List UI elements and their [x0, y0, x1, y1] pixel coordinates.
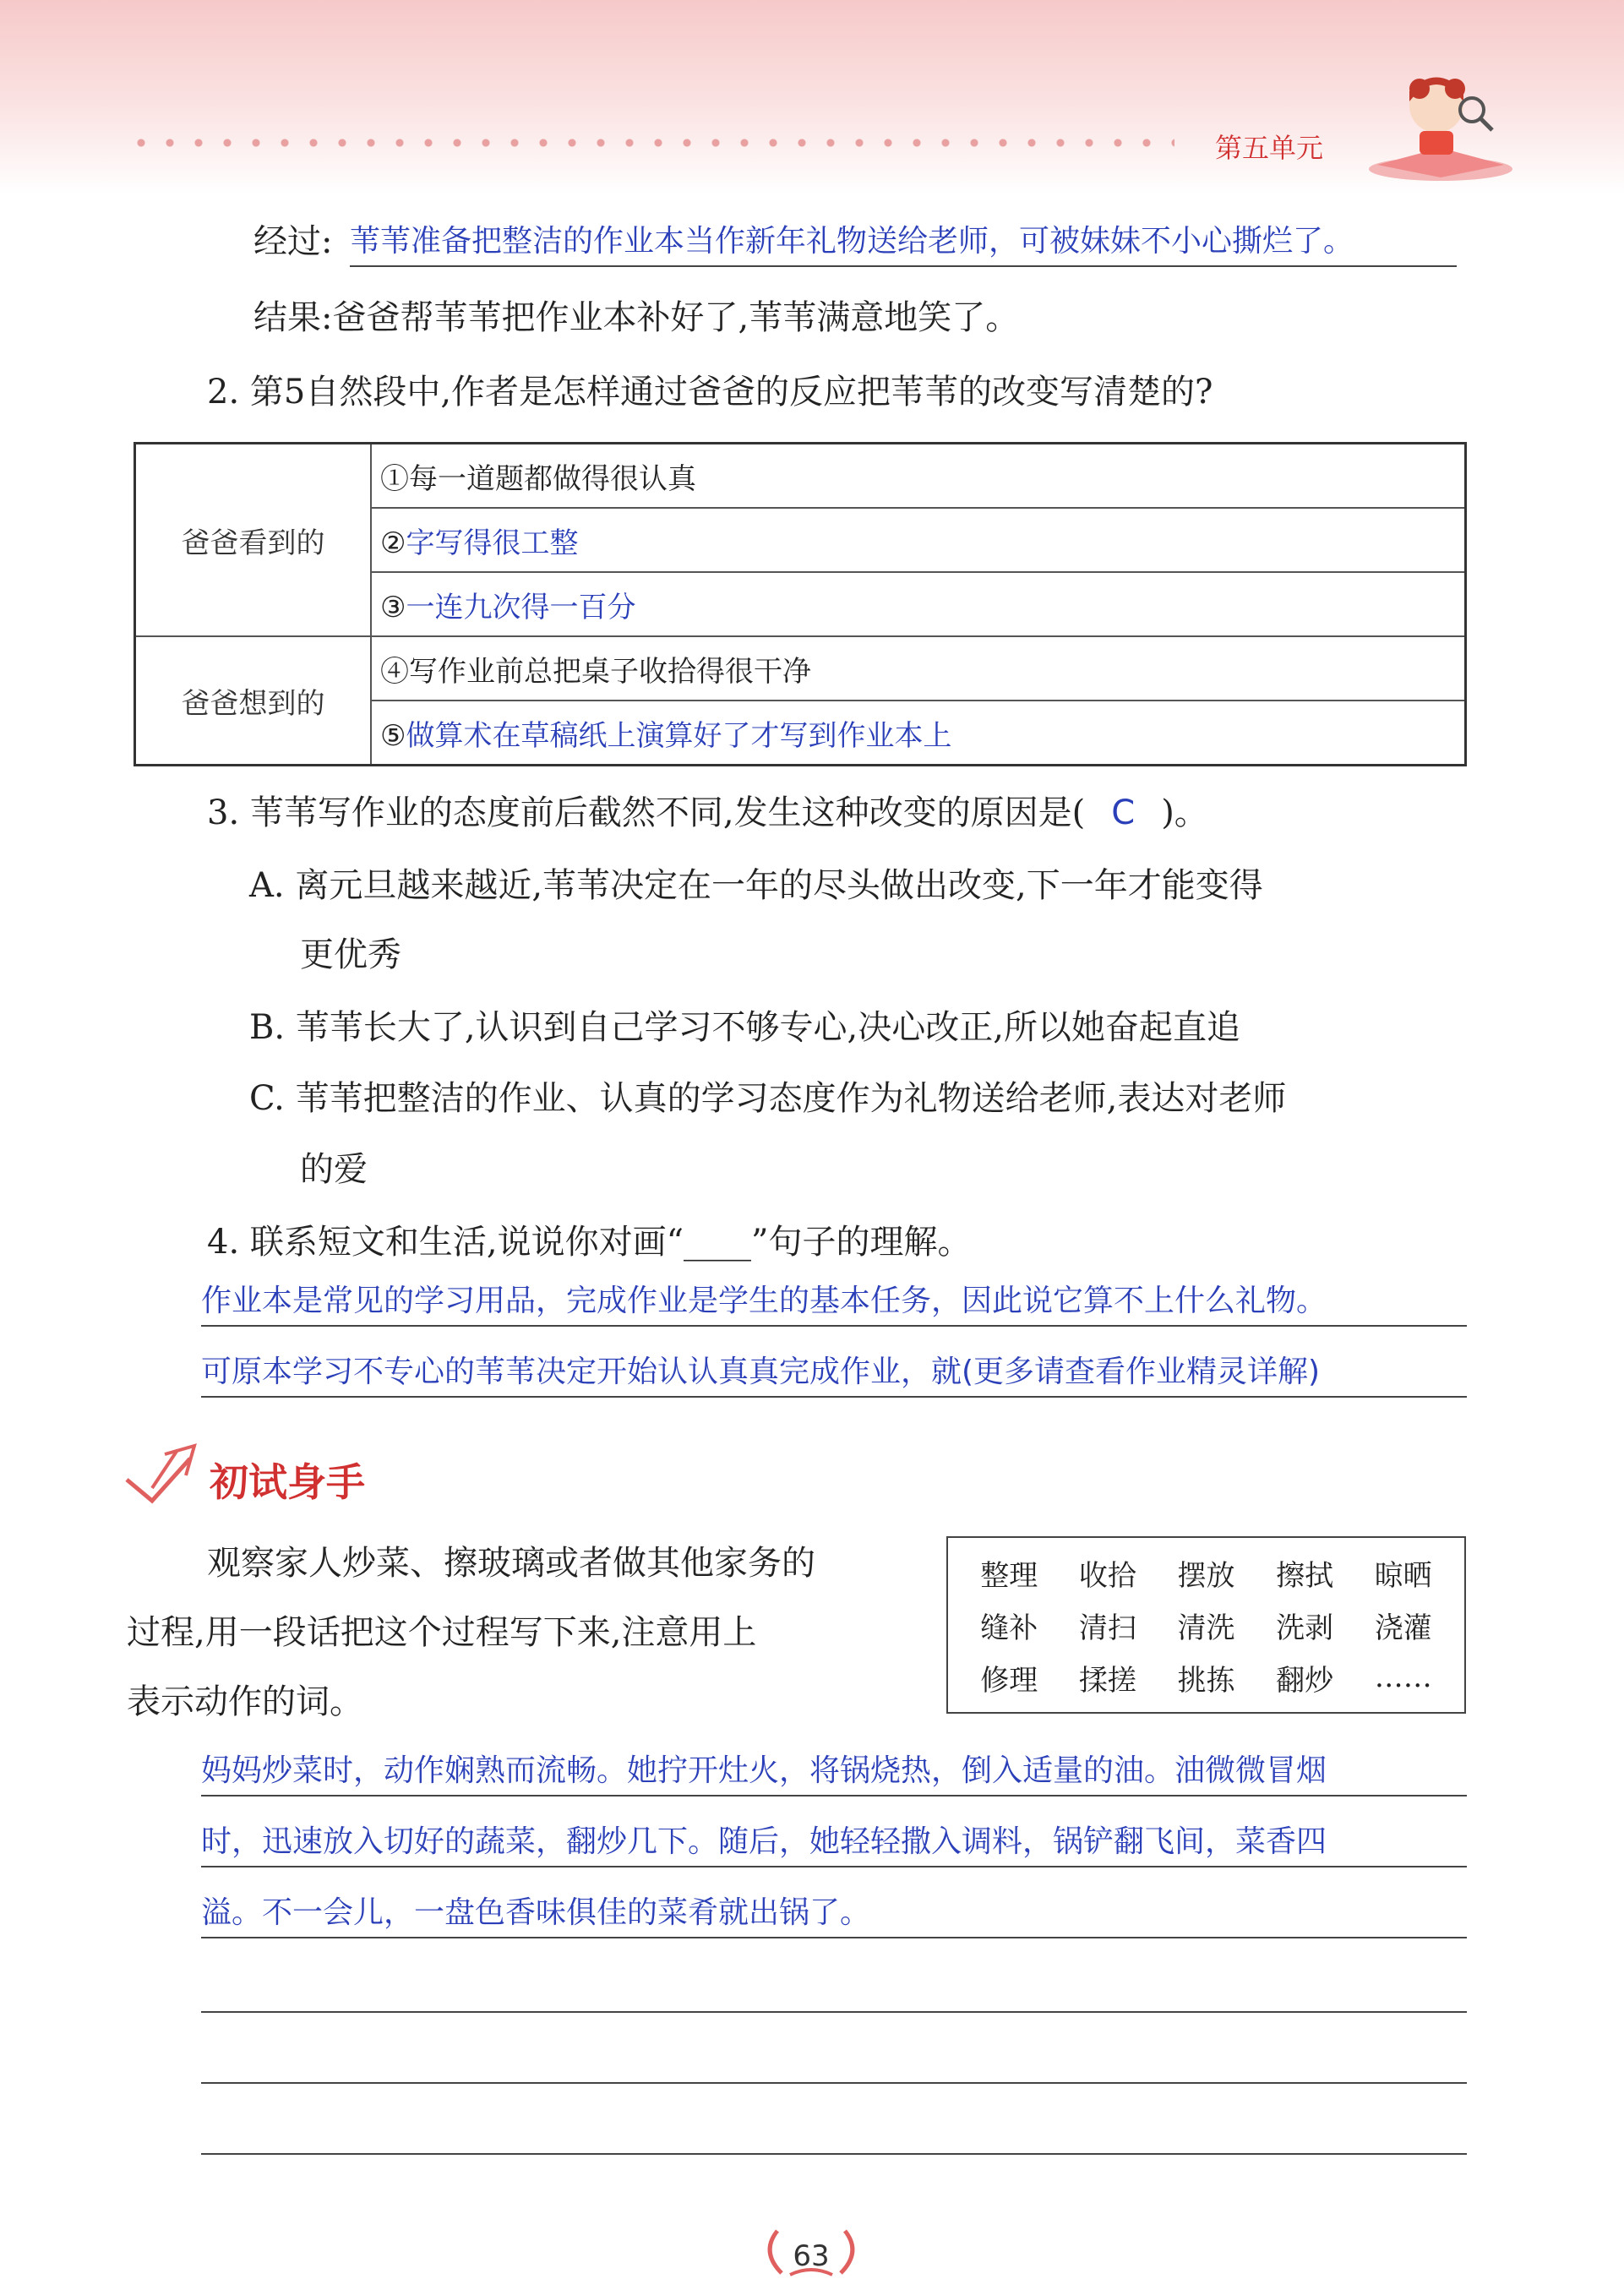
item-text: 做算术在草稿纸上演算好了才写到作业本上	[406, 718, 952, 753]
essay-answer-line1: 妈妈炒菜时，动作娴熟而流畅。她拧开灶火，将锅烧热，倒入适量的油。油微微冒烟	[201, 1747, 1467, 1796]
header-dot-divider	[127, 137, 1174, 149]
section-title: 初试身手	[210, 1459, 365, 1505]
item-number: ④	[380, 654, 409, 689]
page-number: 63	[793, 2239, 830, 2273]
blank-answer-line	[201, 2084, 1467, 2155]
reaction-table	[134, 442, 1467, 766]
word-item: 整理	[980, 1558, 1038, 1593]
word-item: 揉搓	[1078, 1663, 1136, 1698]
reading-girl-icon	[1360, 59, 1521, 186]
table-row	[371, 444, 1466, 509]
blank-answer-line	[201, 2013, 1467, 2084]
item-number: ③	[380, 590, 406, 624]
q3-question	[207, 789, 1208, 837]
pencil-icon	[118, 1442, 203, 1509]
table-row	[371, 701, 1466, 766]
q2-question: 2. 第5自然段中,作者是怎样通过爸爸的反应把苇苇的改变写清楚的?	[207, 373, 1213, 412]
word-item: 清洗	[1177, 1611, 1235, 1645]
word-item: 挑拣	[1177, 1663, 1235, 1698]
table-row	[371, 572, 1466, 636]
word-item: 缝补	[980, 1611, 1038, 1645]
row-label-thought: 爸爸想到的	[135, 636, 372, 766]
word-item: 收拾	[1078, 1558, 1136, 1593]
item-text: 每一道题都做得很认真	[409, 461, 696, 496]
prompt-line3: 表示动作的词。	[127, 1682, 363, 1721]
essay-answer-line2: 时，迅速放入切好的蔬菜，翻炒几下。随后，她轻轻撒入调料，锅铲翻飞间，菜香四	[201, 1818, 1467, 1867]
item-text: 一连九次得一百分	[406, 590, 636, 624]
option-c-line1: C. 苇苇把整洁的作业、认真的学习态度作为礼物送给老师,表达对老师	[249, 1079, 1287, 1118]
option-b: B. 苇苇长大了,认识到自己学习不够专心,决心改正,所以她奋起直追	[249, 1008, 1240, 1047]
word-item: 擦拭	[1276, 1558, 1334, 1593]
unit-label: 第五单元	[1215, 132, 1324, 164]
word-item: 洗剥	[1276, 1611, 1334, 1645]
q4-question: 4. 联系短文和生活,说说你对画“____”句子的理解。	[207, 1223, 972, 1262]
essay-answer-line3: 溢。不一会儿，一盘色香味俱佳的菜肴就出锅了。	[201, 1889, 1467, 1938]
word-item: 晾晒	[1374, 1558, 1432, 1593]
option-c-line2: 的爱	[300, 1150, 368, 1189]
q4-answer-line2: 可原本学习不专心的苇苇决定开始认认真真完成作业，就(更多请查看作业精灵详解)	[201, 1349, 1467, 1398]
item-number: ①	[380, 461, 409, 496]
item-text: 字写得很工整	[406, 526, 579, 560]
q3-question-text: 3. 苇苇写作业的态度前后截然不同,发生这种改变的原因是(	[207, 793, 1086, 832]
item-number: ②	[380, 526, 406, 560]
process-answer: 苇苇准备把整洁的作业本当作新年礼物送给老师，可被妹妹不小心撕烂了。	[350, 218, 1457, 267]
word-item: ……	[1374, 1660, 1432, 1694]
word-item: 摆放	[1177, 1558, 1235, 1593]
q4-answer-line1: 作业本是常见的学习用品，完成作业是学生的基本任务，因此说它算不上什么礼物。	[201, 1278, 1467, 1327]
option-a-line1: A. 离元旦越来越近,苇苇决定在一年的尽头做出改变,下一年才能变得	[249, 866, 1263, 905]
q3-answer: C	[1111, 793, 1136, 832]
prompt-line2: 过程,用一段话把这个过程写下来,注意用上	[127, 1613, 757, 1652]
item-number: ⑤	[380, 718, 406, 753]
word-item: 清扫	[1078, 1611, 1136, 1645]
blank-answer-line	[201, 1942, 1467, 2013]
action-word-box	[946, 1536, 1466, 1714]
word-item: 浇灌	[1374, 1611, 1432, 1645]
prompt-line1: 观察家人炒菜、擦玻璃或者做其他家务的	[207, 1544, 815, 1583]
row-label-seen: 爸爸看到的	[135, 444, 372, 637]
option-a-line2: 更优秀	[300, 935, 401, 974]
process-label: 经过:	[253, 222, 333, 261]
word-item: 修理	[980, 1663, 1038, 1698]
item-text: 写作业前总把桌子收拾得很干净	[409, 654, 811, 689]
result-text: 结果:爸爸帮苇苇把作业本补好了,苇苇满意地笑了。	[253, 298, 1020, 337]
table-row	[371, 636, 1466, 701]
table-row	[371, 508, 1466, 572]
q3-question-end: )。	[1161, 793, 1208, 832]
word-item: 翻炒	[1276, 1663, 1334, 1698]
